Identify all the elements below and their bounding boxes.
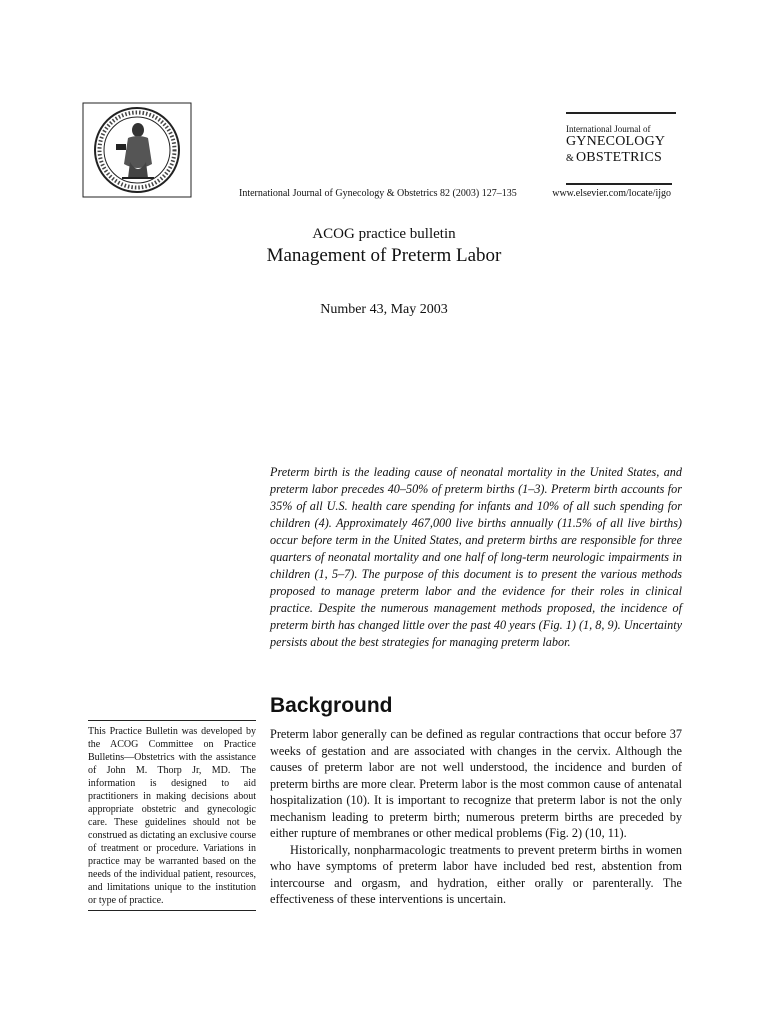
- masthead-rule: [566, 112, 676, 114]
- bulletin-number: Number 43, May 2003: [320, 302, 448, 317]
- section-heading-background: Background: [270, 694, 393, 717]
- body-text: [270, 726, 682, 908]
- journal-citation: International Journal of Gynecology & Obstetrics 82 (2003) 127–135: [239, 188, 517, 199]
- bulletin-label: ACOG practice bulletin: [312, 226, 456, 242]
- body-paragraph-2: Historically, nonpharmacologic treatments to prevent preterm births in women who have symptoms of preterm labor have included bed rest, abstention from intercourse and orgasm, and hydration, either orally or parenterally. The effectiveness of these interventions is uncertain.: [270, 842, 682, 906]
- masthead-bottom-rule: [566, 183, 672, 185]
- sidebar-note: This Practice Bulletin was developed by the ACOG Committee on Practice Bulletins—Obstetrics with the assistance of John M. Thorp Jr, MD. The information is designed to aid practitioners in making decisions about appropriate obstetric and gynecologic care. These guidelines should not be construed as dictating an exclusive course of treatment or procedure. Variations in practice may be warranted based on the needs of the individual patient, resources, and limitations unique to the institution or type of practice.: [88, 720, 256, 911]
- body-paragraph-1: Preterm labor generally can be defined as regular contractions that occur before 37 weeks of gestation and are associated with changes in the cervix. Although the causes of preterm labor are not well understood, the incidence and burden of preterm births are more clear. Preterm labor is the most common cause of antenatal hospitalization (10). It is important to recognize that preterm labor is not the only mechanism leading to preterm birth; numerous preterm births are preceded by either rupture of membranes or other medical problems (Fig. 2) (10, 11).: [270, 727, 682, 840]
- seal-emblem-icon: [82, 102, 192, 198]
- masthead-ampersand: &: [566, 153, 574, 164]
- article-title: Management of Preterm Labor: [266, 245, 502, 266]
- masthead-line-gynecology: GYNECOLOGY: [566, 134, 666, 149]
- masthead-line-obstetrics: [566, 150, 676, 167]
- journal-url-link[interactable]: www.elsevier.com/locate/ijgo: [552, 188, 671, 199]
- masthead-small-line: International Journal of: [566, 124, 651, 134]
- journal-masthead: [566, 112, 676, 167]
- abstract-paragraph: Preterm birth is the leading cause of neonatal mortality in the United States, and preterm labor precedes 40–50% of preterm births (1–3). Preterm birth accounts for 35% of all U.S. health care spending for infants and 10% of all such spending for children (4). Approximately 467,000 live births annually (11.5% of all live births) occur before term in the United States, and preterm births are responsible for three quarters of neonatal mortality and one half of long-term neurologic impairments in children (1, 5–7). The purpose of this document is to present the various methods proposed to manage preterm labor and the evidence for their roles in clinical practice. Despite the numerous management methods proposed, the incidence of preterm birth has changed little over the past 40 years (Fig. 1) (1, 8, 9). Uncertainty persists about the best strategies for managing preterm labor.: [270, 465, 682, 649]
- college-seal-logo: [82, 102, 192, 198]
- masthead-obstetrics-word: OBSTETRICS: [575, 150, 662, 165]
